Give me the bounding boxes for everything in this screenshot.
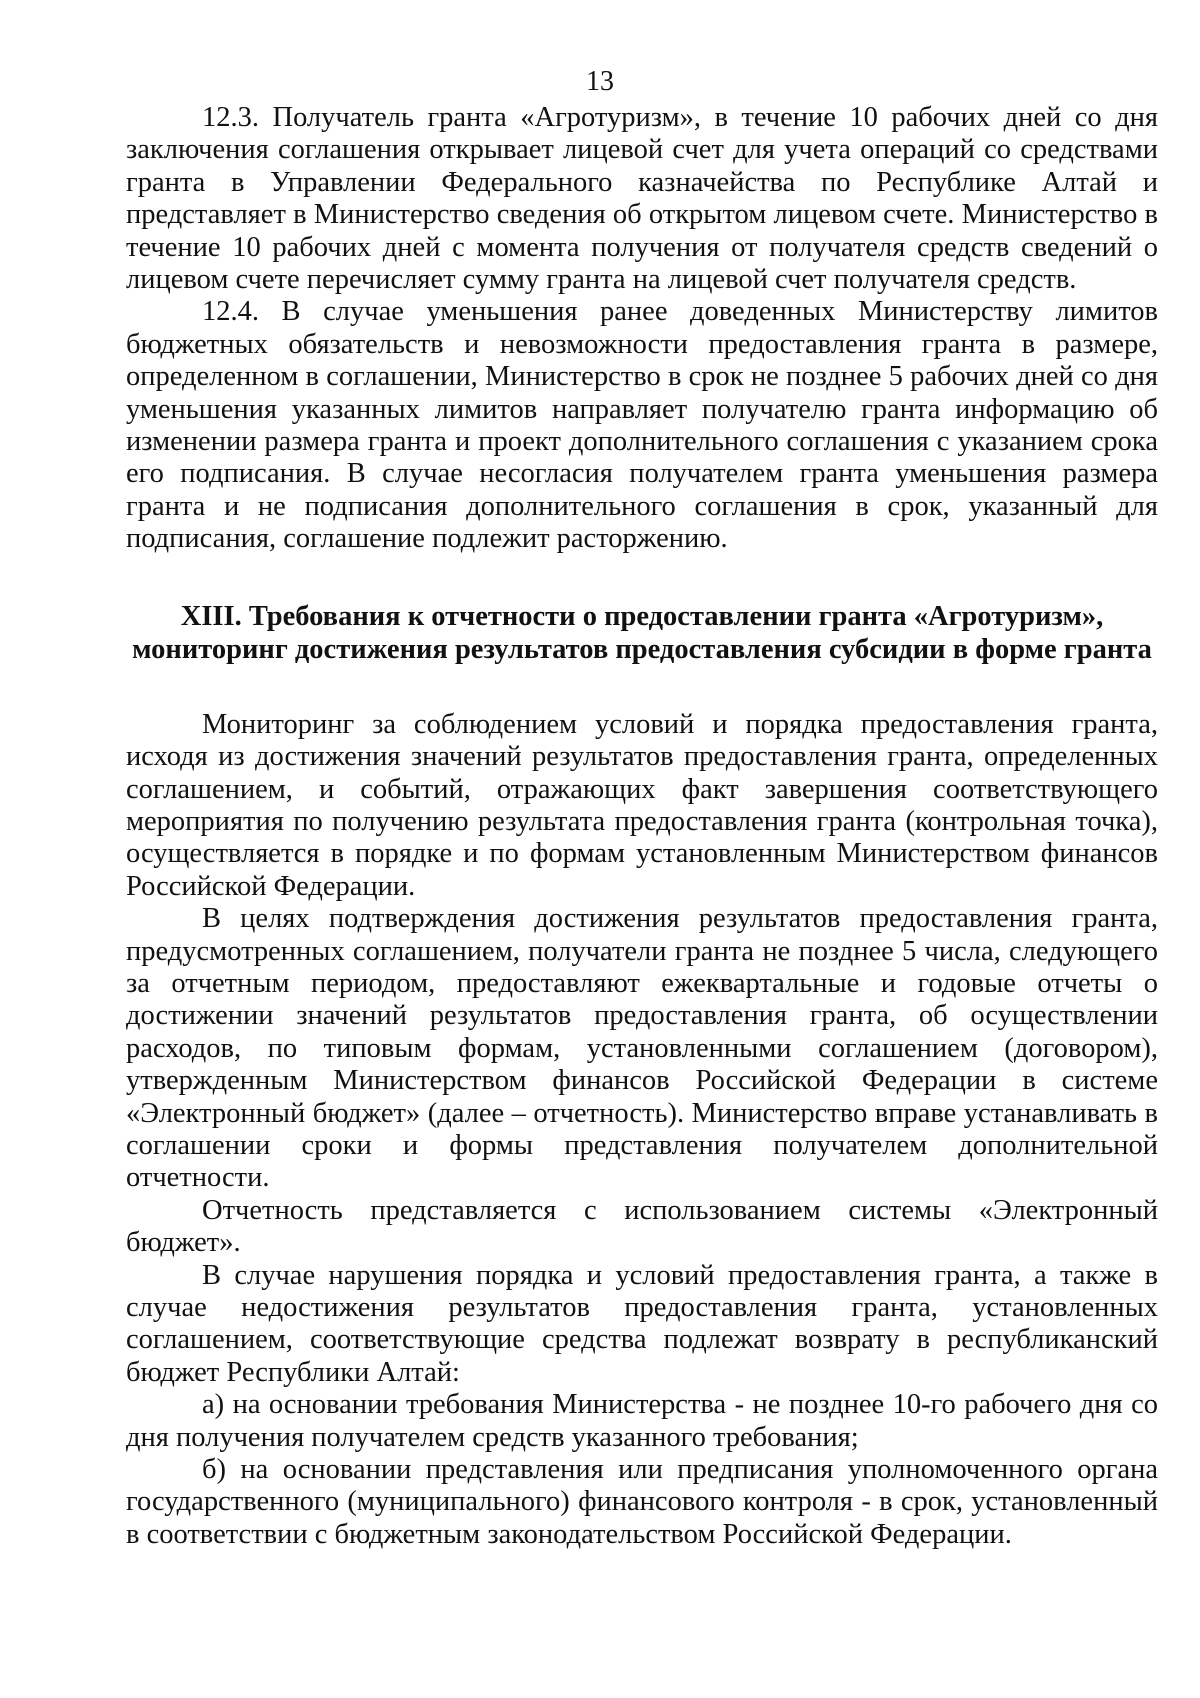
document-body	[126, 102, 1158, 1551]
paragraph-reporting-deadlines: В целях подтверждения достижения результатов предоставления гранта, предусмотренных соглашением, получатели гранта не позднее 5 числа, следующего за отчетным периодом, предоставляют ежеквартальные и годовые отчеты о достижении значений результатов предоставления гранта, об осуществлении расходов, по типовым формам, установленными соглашением (договором), утвержденным Министерством финансов Российской Федерации в системе «Электронный бюджет» (далее – отчетность). Министерство вправе устанавливать в соглашении сроки и формы представления получателем дополнительной отчетности.	[126, 903, 1158, 1194]
page-number: 13	[586, 66, 614, 97]
section-13-heading	[126, 600, 1158, 666]
paragraph-refund-item-a: а) на основании требования Министерства - не позднее 10-го рабочего дня со дня получения получателем средств указанного требования;	[126, 1389, 1158, 1453]
paragraph-12-3: 12.3. Получатель гранта «Агротуризм», в течение 10 рабочих дней со дня заключения соглашения открывает лицевой счет для учета операций со средствами гранта в Управлении Федерального казначейства по Республике Алтай и представляет в Министерство сведения об открытом лицевом счете. Министерство в течение 10 рабочих дней с момента получения от получателя средств сведений о лицевом счете перечисляет сумму гранта на лицевой счет получателя средств.	[126, 102, 1158, 296]
paragraph-12-4: 12.4. В случае уменьшения ранее доведенных Министерству лимитов бюджетных обязательств и невозможности предоставления гранта в размере, определенном в соглашении, Министерство в срок не позднее 5 рабочих дней со дня уменьшения указанных лимитов направляет получателю гранта информацию об изменении размера гранта и проект дополнительного соглашения с указанием срока его подписания. В случае несогласия получателем гранта уменьшения размера гранта и не подписания дополнительного соглашения в срок, указанный для подписания, соглашение подлежит расторжению.	[126, 296, 1158, 555]
section-13-heading-line-1: XIII. Требования к отчетности о предоставлении гранта «Агротуризм»,	[180, 600, 1104, 632]
paragraph-refund-item-b: б) на основании представления или предписания уполномоченного органа государственного (муниципального) финансового контроля - в срок, установленный в соответствии с бюджетным законодательством Российской Федерации.	[126, 1454, 1158, 1550]
section-13-heading-line-2: мониторинг достижения результатов предоставления субсидии в форме гранта	[132, 633, 1152, 665]
paragraph-refund-conditions: В случае нарушения порядка и условий предоставления гранта, а также в случае недостижения результатов предоставления гранта, установленных соглашением, соответствующие средства подлежат возврату в республиканский бюджет Республики Алтай:	[126, 1259, 1158, 1388]
paragraph-reporting-system: Отчетность представляется с использованием системы «Электронный бюджет».	[126, 1194, 1158, 1259]
paragraph-monitoring: Мониторинг за соблюдением условий и порядка предоставления гранта, исходя из достижения значений результатов предоставления гранта, определенных соглашением, и событий, отражающих факт завершения соответствующего мероприятия по получению результата предоставления гранта (контрольная точка), осуществляется в порядке и по формам установленным Министерством финансов Российской Федерации.	[126, 708, 1158, 902]
